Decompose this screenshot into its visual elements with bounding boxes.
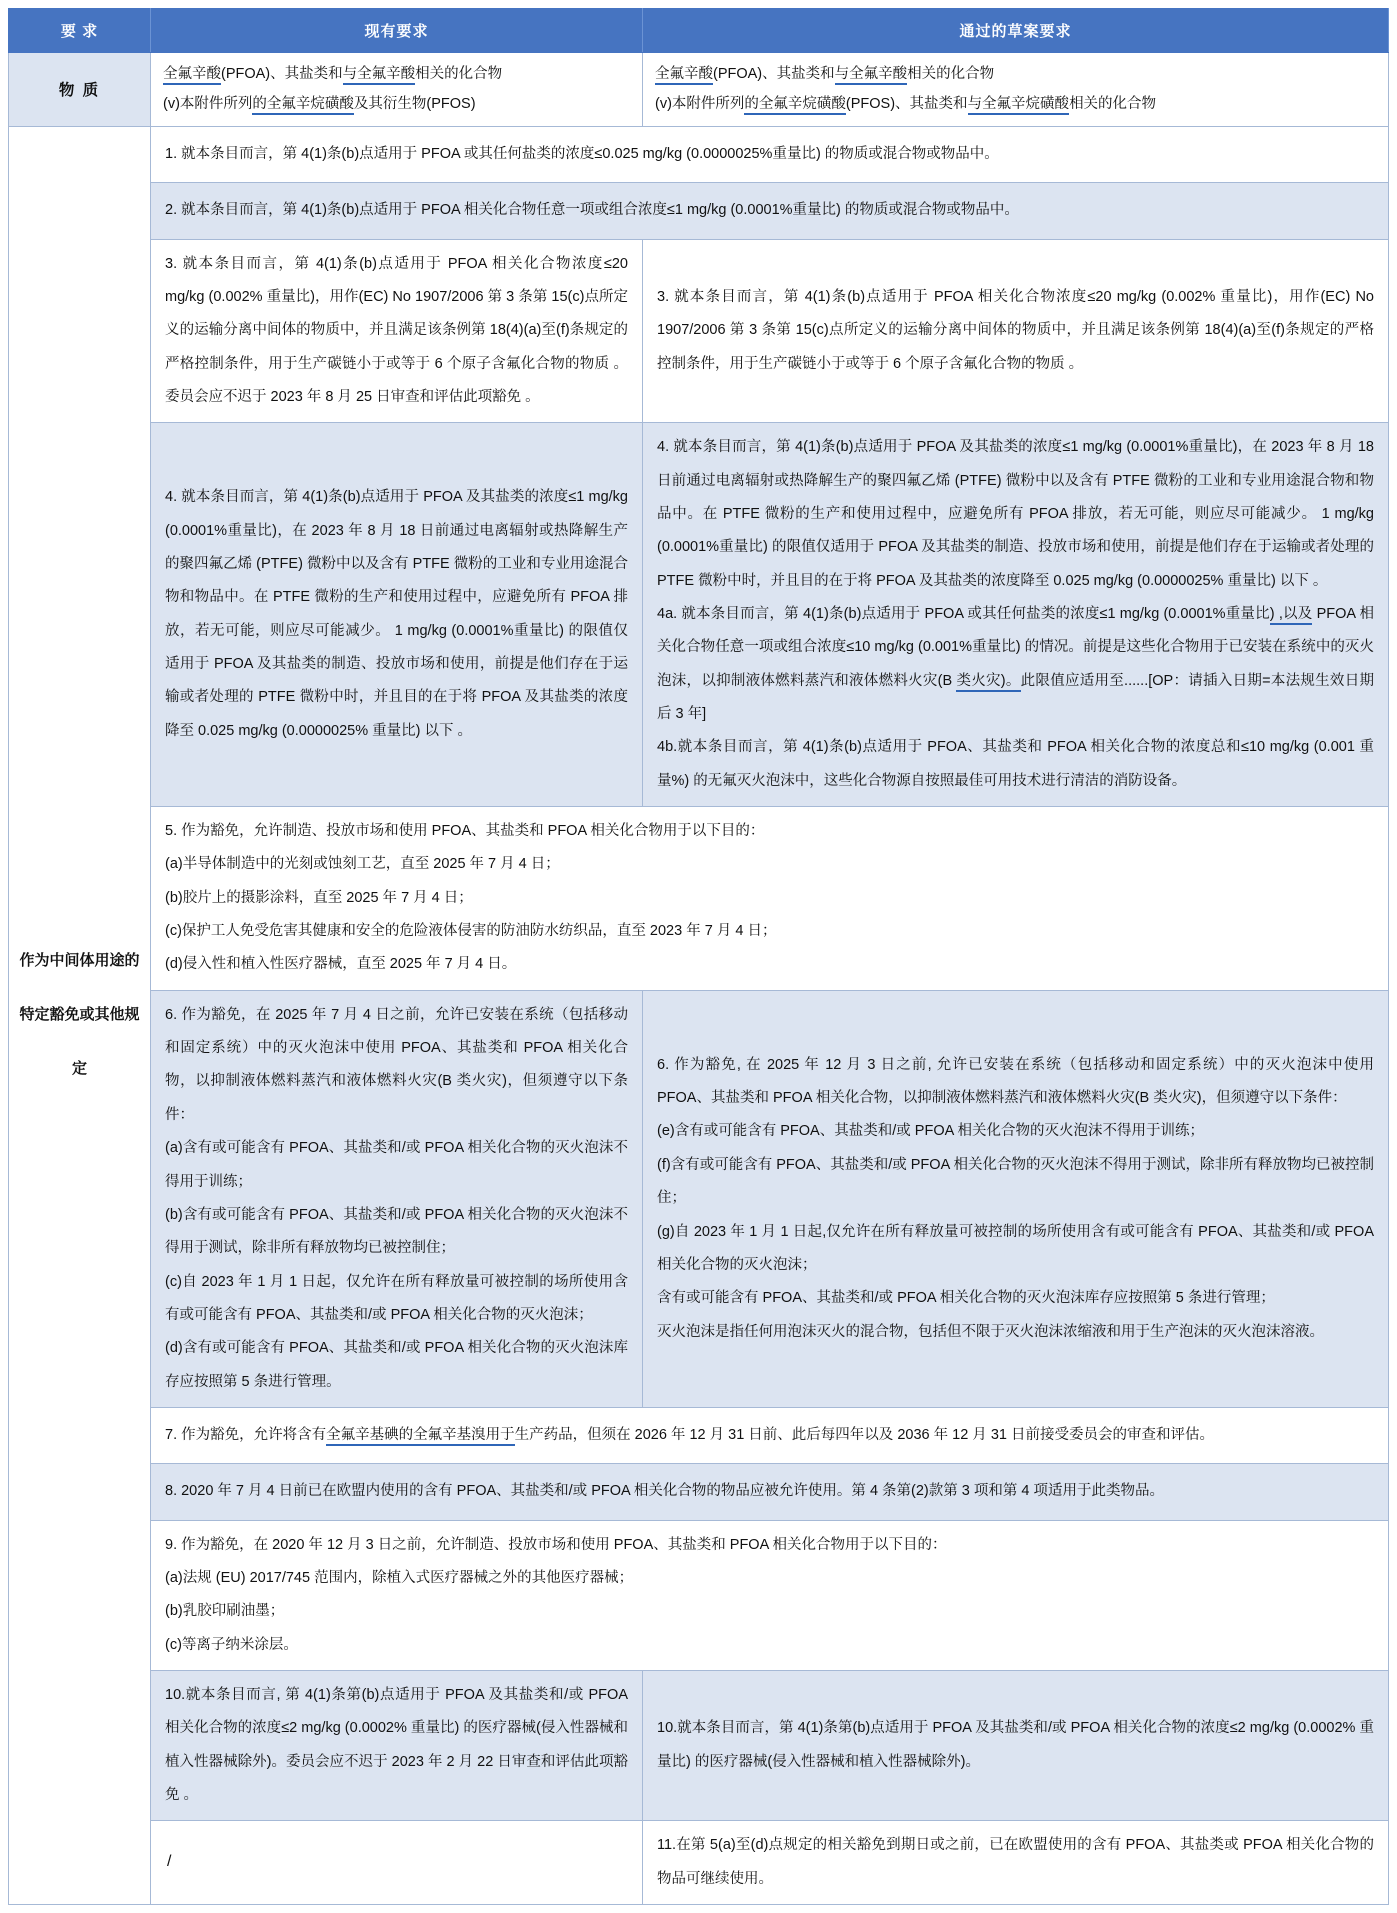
underlined-text: 与全氟辛酸 [835,66,908,85]
row-4 [9,423,1389,807]
underlined-text: 的全氟辛烷磺酸 [252,96,354,115]
paragraph: 5. 作为豁免，允许制造、投放市场和使用 PFOA、其盐类和 PFOA 相关化合物用于以下目的： [165,823,765,840]
paragraph: (d)侵入性和植入性医疗器械，直至 2025 年 7 月 4 日。 [165,956,517,973]
row-4-current-cell: 4. 就本条目而言，第 4(1)条(b)点适用于 PFOA 及其盐类的浓度≤1 mg/kg (0.0001%重量比)，在 2023 年 8 月 18 日前通过电离辐射或热降解生产的聚四氟乙烯 (PTFE) 微粉中以及含有 PTFE 微粉的工业和专业用途混合物和物品中。在 PTFE 微粉的生产和使用过程中，应避免所有 PFOA 排放，若无可能，则应尽可能减少。 1 mg/kg (0.0001%重量比) 的限值仅适用于 PFOA 及其盐类的制造、投放市场和使用，前提是他们存在于运输或者处理的 PTFE 微粉中时，并且目的在于将 PFOA 及其盐类的浓度降至 0.025 mg/kg (0.0000025% 重量比) 以下 。 [151,423,643,807]
underlined-text: ) ,以及 [1270,606,1313,625]
text-run: (v)本附件所列 [655,96,745,113]
row-5 [9,807,1389,991]
substance-row [9,53,1389,127]
row-11 [9,1821,1389,1905]
underlined-text: 全氟辛酸 [163,66,221,85]
underlined-text: 全氟辛基碘的全氟辛基溴用于 [326,1427,515,1446]
paragraph [657,598,1374,731]
text-run: 4a. 就本条目而言，第 4(1)条(b)点适用于 PFOA 或其任何盐类的浓度≤1 mg/kg (0.0001%重量比 [657,606,1270,622]
paragraph: (e)含有或可能含有 PFOA、其盐类和/或 PFOA 相关化合物的灭火泡沫不得用于训练； [657,1123,1204,1140]
paragraph: (b)含有或可能含有 PFOA、其盐类和/或 PFOA 相关化合物的灭火泡沫不得用于测试，除非所有释放物均已被控制住； [165,1206,628,1257]
underlined-text: 的全氟辛烷磺酸 [744,96,846,115]
row-10-draft-cell: 10.就本条目而言，第 4(1)条第(b)点适用于 PFOA 及其盐类和/或 PFOA 相关化合物的浓度≤2 mg/kg (0.0002% 重量比) 的医疗器械(侵入性器械和植入性器械除外)。 [643,1670,1389,1820]
paragraph [163,59,630,89]
paragraph: (c)等离子纳米涂层。 [165,1636,298,1653]
text-run: (PFOA)、其盐类和 [713,66,835,82]
text-run: 7. 作为豁免，允许将含有 [165,1426,327,1443]
underlined-text: 与全氟辛烷磺酸 [968,96,1070,115]
row-4-draft-cell [643,423,1389,807]
header-requirement: 要 求 [9,9,151,53]
row-11-draft-cell: 11.在第 5(a)至(d)点规定的相关豁免到期日或之前，已在欧盟使用的含有 PFOA、其盐类或 PFOA 相关化合物的物品可继续使用。 [643,1821,1389,1905]
paragraph [163,89,630,119]
text-run: 生产药品，但须在 2026 年 12 月 31 日前、此后每四年以及 2036 年 12 月 31 日前接受委员会的审查和评估。 [514,1426,1214,1443]
row-8-cell: 8. 2020 年 7 月 4 日前已在欧盟内使用的含有 PFOA、其盐类和/或 PFOA 相关化合物的物品应被允许使用。第 4 条第(2)款第 3 项和第 4 项适用于此类物品。 [151,1464,1389,1520]
paragraph: (a)含有或可能含有 PFOA、其盐类和/或 PFOA 相关化合物的灭火泡沫不得用于训练； [165,1140,628,1190]
text-run: (PFOS)、其盐类和 [845,96,968,113]
paragraph: (c)自 2023 年 1 月 1 日起，仅允许在所有释放量可被控制的场所使用含有或可能含有 PFOA、其盐类和/或 PFOA 相关化合物的灭火泡沫； [165,1273,628,1323]
row-10 [9,1670,1389,1820]
paragraph [655,89,1376,119]
table-header-row [9,9,1389,53]
underlined-text: 类火灾)。 [956,673,1020,692]
paragraph: (d)含有或可能含有 PFOA、其盐类和/或 PFOA 相关化合物的灭火泡沫库存应按照第 5 条进行管理。 [165,1340,628,1390]
paragraph: 6. 作为豁免，在 2025 年 7 月 4 日之前，允许已安装在系统（包括移动和固定系统）中的灭火泡沫中使用 PFOA、其盐类和 PFOA 相关化合物，以抑制液体燃料蒸汽和液体燃料火灾(B 类火灾)，但须遵守以下条件： [165,1006,628,1123]
substance-label: 物 质 [9,53,151,127]
row-8 [9,1464,1389,1520]
substance-draft-cell [643,53,1389,127]
row-6-draft-cell [643,990,1389,1407]
paragraph: (f)含有或可能含有 PFOA、其盐类和/或 PFOA 相关化合物的灭火泡沫不得用于测试，除非所有释放物均已被控制住； [657,1156,1374,1207]
section-label-intermediate-exemptions: 作为中间体用途的特定豁免或其他规定 [9,126,151,1904]
row-3 [9,239,1389,423]
row-10-current-cell: 10.就本条目而言, 第 4(1)条第(b)点适用于 PFOA 及其盐类和/或 PFOA 相关化合物的浓度≤2 mg/kg (0.0002% 重量比) 的医疗器械(侵入性器械和植入性器械除外)。委员会应不迟于 2023 年 2 月 22 日审查和评估此项豁免 。 [151,1670,643,1820]
paragraph: (a)半导体制造中的光刻或蚀刻工艺，直至 2025 年 7 月 4 日； [165,856,560,873]
text-run: (PFOA)、其盐类和 [221,66,343,82]
row-3-current-cell: 3. 就本条目而言，第 4(1)条(b)点适用于 PFOA 相关化合物浓度≤20 mg/kg (0.002% 重量比)，用作(EC) No 1907/2006 第 3 条第 15(c)点所定义的运输分离中间体的物质中，并且满足该条例第 18(4)(a)至(f)条规定的严格控制条件，用于生产碳链小于或等于 6 个原子含氟化合物的物质 。委员会应不迟于 2023 年 8 月 25 日审查和评估此项豁免 。 [151,239,643,423]
header-draft-requirement: 通过的草案要求 [643,9,1389,53]
row-9-cell [151,1520,1389,1670]
paragraph: 4. 就本条目而言，第 4(1)条(b)点适用于 PFOA 及其盐类的浓度≤1 mg/kg (0.0001%重量比)，在 2023 年 8 月 18 日前通过电离辐射或热降解生产的聚四氟乙烯 (PTFE) 微粉中以及含有 PTFE 微粉的工业和专业用途混合物和物品中。在 PTFE 微粉的生产和使用过程中，应避免所有 PFOA 排放，若无可能，则应尽可能减少。 1 mg/kg (0.0001%重量比) 的限值仅适用于 PFOA 及其盐类的制造、投放市场和使用，前提是他们存在于运输或者处理的 PTFE 微粉中时，并且目的在于将 PFOA 及其盐类的浓度降至 0.025 mg/kg (0.0000025% 重量比) 以下 。 [657,439,1374,589]
text-run: 相关的化合物 [1069,96,1157,113]
underlined-text: 全氟辛酸 [655,66,713,85]
underlined-text: 与全氟辛酸 [343,66,416,85]
text-run: 及其衍生物(PFOS) [353,96,476,113]
paragraph: 4b.就本条目而言，第 4(1)条(b)点适用于 PFOA、其盐类和 PFOA 相关化合物的浓度总和≤10 mg/kg (0.001 重量%) 的无氟灭火泡沫中，这些化合物源自按照最佳可用技术进行清洁的消防设备。 [657,739,1374,789]
row-1 [9,126,1389,182]
paragraph: (g)自 2023 年 1 月 1 日起,仅允许在所有释放量可被控制的场所使用含有或可能含有 PFOA、其盐类和/或 PFOA 相关化合物的灭火泡沫； [657,1223,1374,1273]
row-5-cell [151,807,1389,991]
requirements-comparison-table [8,8,1389,1905]
text-run: 此限值应适用至......[OP：请插入日期=本法规生效日期后 3 年] [657,672,1374,723]
row-2 [9,183,1389,239]
paragraph: (a)法规 (EU) 2017/745 范围内，除植入式医疗器械之外的其他医疗器械； [165,1569,634,1586]
row-1-cell: 1. 就本条目而言，第 4(1)条(b)点适用于 PFOA 或其任何盐类的浓度≤0.025 mg/kg (0.0000025%重量比) 的物质或混合物或物品中。 [151,126,1389,182]
row-3-draft-cell: 3. 就本条目而言，第 4(1)条(b)点适用于 PFOA 相关化合物浓度≤20 mg/kg (0.002% 重量比)，用作(EC) No 1907/2006 第 3 条第 15(c)点所定义的运输分离中间体的物质中，并且满足该条例第 18(4)(a)至(f)条规定的严格控制条件，用于生产碳链小于或等于 6 个原子含氟化合物的物质 。 [643,239,1389,423]
paragraph: (b)乳胶印刷油墨； [165,1603,285,1620]
paragraph [655,59,1376,89]
row-9 [9,1520,1389,1670]
header-current-requirement: 现有要求 [151,9,643,53]
text-run: PFOA 相关化合物任意一项或组合浓度≤10 mg/kg (0.001%重量比) 的情况。前提是这些化合物用于已安装在系统中的灭火泡沫，以抑制液体燃料蒸汽和液体燃料火灾(B [657,606,1375,689]
text-run: 相关的化合物 [415,66,503,82]
paragraph: 灭火泡沫是指任何用泡沫灭火的混合物，包括但不限于灭火泡沫浓缩液和用于生产泡沫的灭火泡沫溶液。 [657,1323,1324,1340]
substance-current-cell [151,53,643,127]
paragraph: 6. 作为豁免, 在 2025 年 12 月 3 日之前, 允许已安装在系统（包括移动和固定系统）中的灭火泡沫中使用 PFOA、其盐类和 PFOA 相关化合物，以抑制液体燃料蒸汽和液体燃料火灾(B 类火灾)，但须遵守以下条件： [657,1056,1374,1107]
row-6 [9,990,1389,1407]
paragraph: 9. 作为豁免，在 2020 年 12 月 3 日之前，允许制造、投放市场和使用 PFOA、其盐类和 PFOA 相关化合物用于以下目的： [165,1536,947,1553]
paragraph: (c)保护工人免受危害其健康和安全的危险液体侵害的防油防水纺织品，直至 2023 年 7 月 4 日； [165,923,777,940]
row-11-current-cell: / [151,1821,643,1905]
text-run: (v)本附件所列 [163,96,253,113]
row-7-cell [151,1407,1389,1463]
paragraph: 含有或可能含有 PFOA、其盐类和/或 PFOA 相关化合物的灭火泡沫库存应按照第 5 条进行管理； [657,1290,1275,1307]
row-2-cell: 2. 就本条目而言，第 4(1)条(b)点适用于 PFOA 相关化合物任意一项或组合浓度≤1 mg/kg (0.0001%重量比) 的物质或混合物或物品中。 [151,183,1389,239]
text-run: 相关的化合物 [907,66,995,82]
row-7 [9,1407,1389,1463]
paragraph: (b)胶片上的摄影涂料，直至 2025 年 7 月 4 日； [165,889,473,906]
row-6-current-cell [151,990,643,1407]
